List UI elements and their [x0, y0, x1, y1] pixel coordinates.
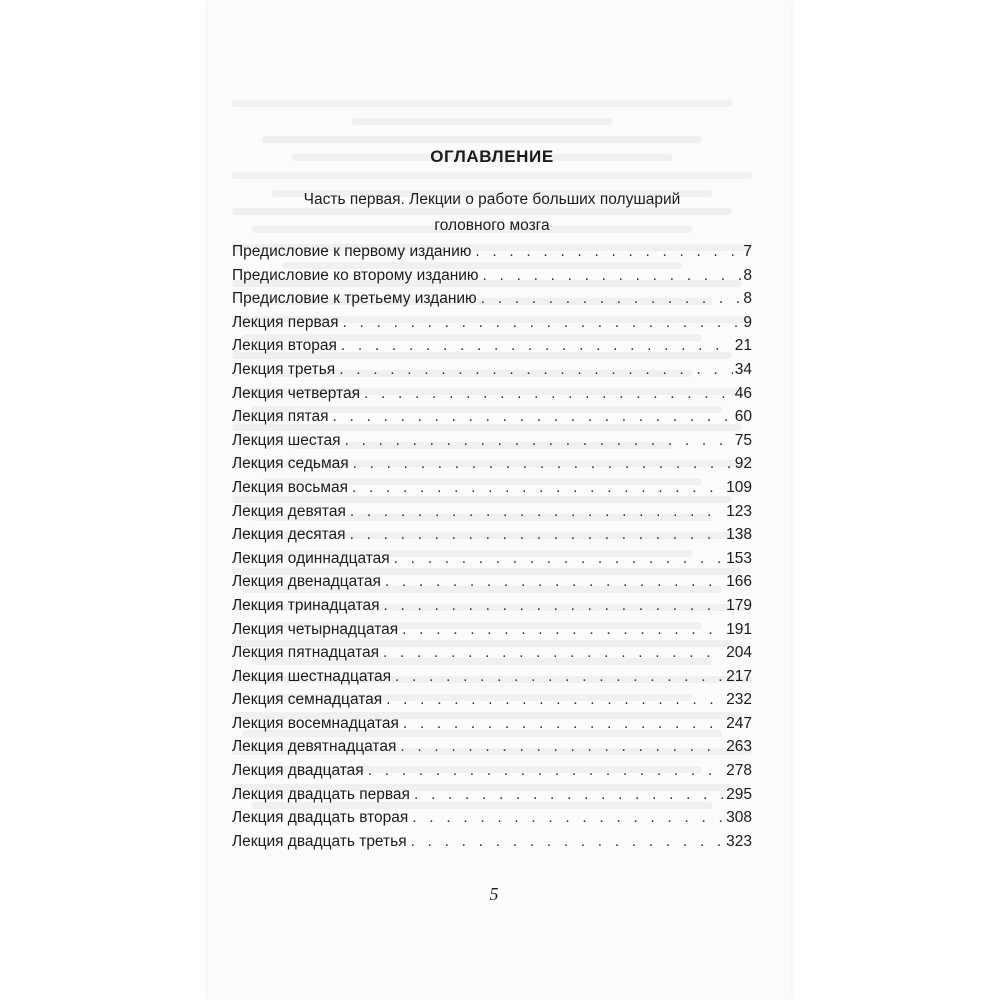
toc-entry	[232, 240, 752, 264]
toc-entry-title: Предисловие ко второму изданию	[232, 266, 479, 284]
toc-entry-page: 247	[726, 714, 752, 732]
toc-entry-page: 9	[743, 313, 752, 331]
toc-entry-page: 217	[726, 667, 752, 685]
toc-entry	[232, 405, 752, 429]
toc-entry-page: 232	[726, 691, 752, 709]
dot-leader	[400, 735, 724, 759]
section-heading-line-2: головного мозга	[434, 217, 550, 234]
toc-entry-page: 191	[726, 620, 752, 638]
toc-entry	[232, 759, 752, 783]
toc-entry	[232, 452, 752, 476]
dot-leader	[402, 618, 724, 642]
page-title: ОГЛАВЛЕНИЕ	[430, 147, 554, 166]
dot-leader	[341, 334, 733, 358]
toc-entry	[232, 523, 752, 547]
toc-entry	[232, 547, 752, 571]
toc-entry	[232, 334, 752, 358]
toc-entry-title: Лекция семнадцатая	[232, 691, 383, 709]
toc-entry-page: 46	[734, 384, 752, 402]
toc-entry-title: Лекция тринадцатая	[232, 596, 380, 614]
dot-leader	[345, 429, 733, 453]
toc-entry-page: 123	[726, 502, 752, 520]
dot-leader	[394, 547, 724, 571]
toc-entry	[232, 618, 752, 642]
dot-leader	[333, 405, 733, 429]
toc-entry	[232, 712, 752, 736]
toc-entry-page: 263	[726, 738, 752, 756]
toc-list	[232, 240, 752, 853]
dot-leader	[411, 830, 725, 854]
toc-entry	[232, 382, 752, 406]
toc-entry-title: Лекция одиннадцатая	[232, 549, 390, 567]
table-of-contents	[232, 146, 752, 853]
toc-entry	[232, 830, 752, 854]
dot-leader	[350, 500, 724, 524]
toc-entry-title: Лекция четырнадцатая	[232, 620, 399, 638]
toc-entry-title: Лекция двадцать третья	[232, 832, 407, 850]
dot-leader	[353, 452, 733, 476]
section-heading-line-1: Часть первая. Лекции о работе больших полушарий	[303, 191, 681, 208]
toc-entry-page: 8	[743, 290, 752, 308]
dot-leader	[350, 523, 725, 547]
dot-leader	[483, 264, 742, 288]
dot-leader	[368, 759, 724, 783]
toc-entry	[232, 688, 752, 712]
toc-entry-title: Предисловие к третьему изданию	[232, 290, 477, 308]
toc-entry-page: 295	[726, 785, 752, 803]
toc-entry	[232, 264, 752, 288]
toc-entry-title: Лекция восемнадцатая	[232, 714, 399, 732]
toc-entry-page: 166	[726, 573, 752, 591]
dot-leader	[403, 712, 724, 736]
toc-entry	[232, 429, 752, 453]
dot-leader	[395, 665, 724, 689]
toc-entry-page: 34	[734, 360, 752, 378]
toc-entry-title: Лекция девятая	[232, 502, 346, 520]
toc-entry-page: 75	[734, 431, 752, 449]
toc-entry-title: Лекция пятнадцатая	[232, 644, 380, 662]
dot-leader	[352, 476, 724, 500]
dot-leader	[383, 641, 724, 665]
dot-leader	[343, 311, 742, 335]
toc-entry-page: 21	[734, 337, 752, 355]
toc-entry	[232, 287, 752, 311]
toc-entry	[232, 665, 752, 689]
toc-entry-title: Лекция девятнадцатая	[232, 738, 397, 756]
toc-entry-page: 8	[743, 266, 752, 284]
toc-entry-page: 7	[743, 243, 752, 260]
dot-leader	[385, 570, 724, 594]
toc-entry-title: Лекция шестая	[232, 431, 341, 449]
dot-leader	[412, 806, 724, 830]
toc-entry-title: Лекция восьмая	[232, 478, 348, 496]
dot-leader	[386, 688, 724, 712]
toc-entry-page: 204	[726, 644, 752, 662]
toc-entry-title: Предисловие к первому изданию	[232, 243, 472, 260]
toc-entry	[232, 358, 752, 382]
toc-entry-title: Лекция двадцатая	[232, 762, 364, 780]
page-number: 5	[489, 884, 499, 904]
toc-entry-title: Лекция вторая	[232, 337, 337, 355]
toc-entry	[232, 806, 752, 830]
toc-entry-page: 92	[734, 455, 752, 473]
toc-entry-title: Лекция двенадцатая	[232, 573, 381, 591]
toc-entry	[232, 641, 752, 665]
toc-entry-page: 179	[726, 596, 752, 614]
dot-leader	[339, 358, 733, 382]
toc-entry-title: Лекция первая	[232, 313, 339, 331]
toc-entry-page: 60	[734, 408, 752, 426]
toc-entry-title: Лекция третья	[232, 360, 336, 378]
toc-entry-title: Лекция десятая	[232, 526, 346, 544]
toc-entry-title: Лекция двадцать первая	[232, 785, 410, 803]
dot-leader	[364, 382, 733, 406]
toc-entry-title: Лекция двадцать вторая	[232, 809, 409, 827]
toc-entry	[232, 311, 752, 335]
dot-leader	[384, 594, 725, 618]
toc-entry-title: Лекция седьмая	[232, 455, 349, 473]
dot-leader	[481, 287, 742, 311]
toc-entry-title: Лекция шестнадцатая	[232, 667, 392, 685]
toc-entry-title: Лекция пятая	[232, 408, 329, 426]
toc-entry	[232, 735, 752, 759]
toc-entry	[232, 783, 752, 807]
toc-entry-page: 138	[726, 526, 752, 544]
toc-entry	[232, 570, 752, 594]
toc-entry	[232, 594, 752, 618]
dot-leader	[414, 783, 724, 807]
toc-entry-page: 308	[726, 809, 752, 827]
toc-entry-page: 323	[726, 832, 752, 850]
toc-entry-page: 278	[726, 762, 752, 780]
dot-leader	[475, 240, 741, 264]
toc-entry-page: 109	[726, 478, 752, 496]
toc-entry-title: Лекция четвертая	[232, 384, 360, 402]
toc-entry	[232, 500, 752, 524]
toc-entry	[232, 476, 752, 500]
toc-entry-page: 153	[726, 549, 752, 567]
